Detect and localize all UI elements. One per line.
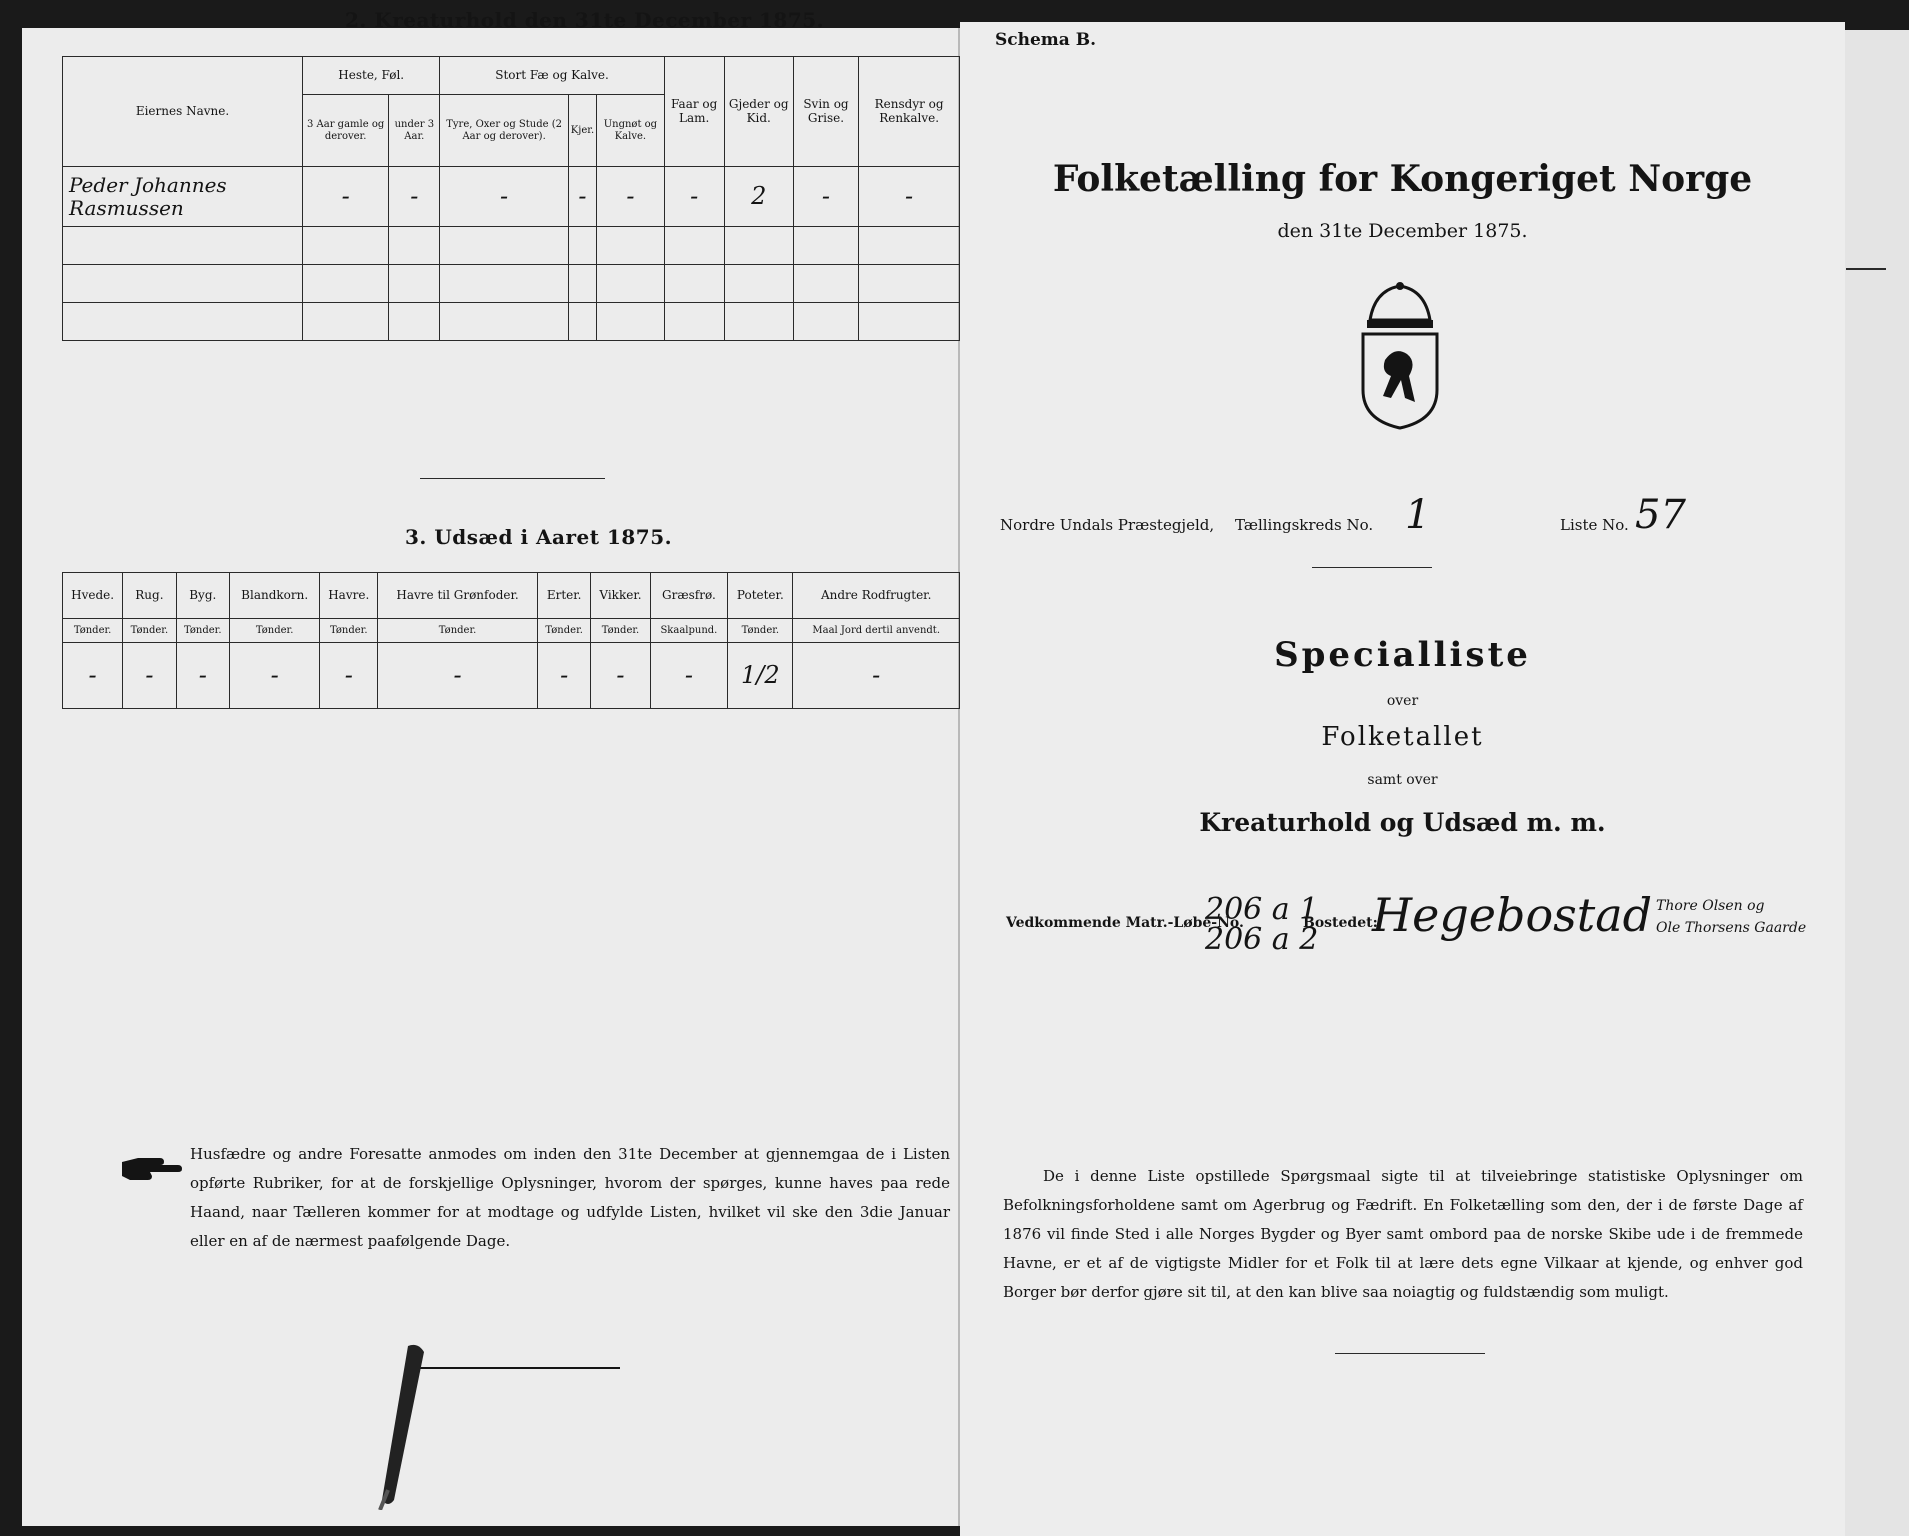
kreds-label: Tællingskreds No. [1235, 516, 1374, 534]
kjer-header: Kjer. [568, 95, 596, 167]
udsaed-unit-4: Tønder. [320, 619, 378, 643]
udsaed-header-0: Hvede. [63, 573, 123, 619]
specialliste-heading: Specialliste [1274, 635, 1531, 675]
page-subtitle: den 31te December 1875. [1277, 220, 1528, 242]
ungnot-header: Ungnøt og Kalve. [597, 95, 665, 167]
udsaed-header-5: Havre til Grønfoder. [378, 573, 538, 619]
udsaed-value-3: - [229, 643, 319, 709]
notice-text: Husfædre og andre Foresatte anmodes om inden den 31te December at gjennemgaa de i Listen opførte Rubriker, for at de forskjellige Oplysninger, hvorom der spørges, kunne haves paa rede Haand, naar Tælleren kommer for at modtage og udfylde Listen, hvilket vil ske den 3die Januar eller en af de nærmest paafølgende Dage. [190, 1145, 950, 1250]
tyre-cell: - [440, 167, 568, 227]
udsaed-header-1: Rug. [123, 573, 176, 619]
udsaed-header-9: Poteter. [728, 573, 793, 619]
udsaed-header-3: Blandkorn. [229, 573, 319, 619]
udsaed-value-10: - [793, 643, 960, 709]
udsaed-header-8: Græsfrø. [650, 573, 728, 619]
faar-cell: - [664, 167, 724, 227]
samt-over-text: samt over [1367, 772, 1438, 788]
svin-cell: - [793, 167, 858, 227]
schema-label: Schema B. [995, 30, 1097, 50]
udsaed-header-10: Andre Rodfrugter. [793, 573, 960, 619]
parish-label: Nordre Undals Præstegjeld, [1000, 516, 1215, 534]
matr-values [1205, 892, 1319, 957]
udsaed-unit-1: Tønder. [123, 619, 176, 643]
bosted-note [1656, 895, 1806, 939]
heste-old-cell: - [303, 167, 389, 227]
udsaed-unit-2: Tønder. [176, 619, 229, 643]
heste-old-header: 3 Aar gamle og derover. [303, 95, 389, 167]
heste-header: Heste, Føl. [303, 57, 440, 95]
udsaed-value-1: - [123, 643, 176, 709]
owner-header: Eiernes Navne. [63, 57, 303, 167]
udsaed-header-7: Vikker. [591, 573, 650, 619]
heste-young-header: under 3 Aar. [389, 95, 440, 167]
pen-icon [370, 1340, 630, 1510]
divider [1335, 1353, 1485, 1354]
folketallet-heading: Folketallet [1321, 722, 1484, 752]
page-edge-line [1846, 268, 1886, 270]
over-text: over [1386, 693, 1419, 709]
udsaed-header-4: Havre. [320, 573, 378, 619]
udsaed-unit-8: Skaalpund. [650, 619, 728, 643]
kreaturhold-heading: Kreaturhold og Udsæd m. m. [1199, 808, 1606, 837]
bosted-value: Hegebostad [1372, 888, 1653, 942]
norway-coat-of-arms-icon [1345, 280, 1455, 430]
faar-header: Faar og Lam. [664, 57, 724, 167]
udsaed-value-9: 1/2 [728, 643, 793, 709]
matr-label: Vedkommende Matr.-Løbe-No. [1006, 915, 1244, 931]
kreds-value: 1 [1405, 492, 1431, 538]
owner-cell: Peder Johannes Rasmussen [63, 167, 303, 227]
section-3-title: 3. Udsæd i Aaret 1875. [405, 525, 673, 549]
udsaed-unit-9: Tønder. [728, 619, 793, 643]
ungnot-cell: - [597, 167, 665, 227]
svin-header: Svin og Grise. [793, 57, 858, 167]
rensdyr-cell: - [859, 167, 960, 227]
gjeder-cell: 2 [724, 167, 793, 227]
bosted-label: Bostedet: [1303, 915, 1378, 931]
udsaed-value-0: - [63, 643, 123, 709]
page-title: Folketælling for Kongeriget Norge [1052, 158, 1753, 200]
next-page-edge [1845, 30, 1909, 1536]
pointing-hand-icon [120, 1150, 182, 1184]
udsaed-header-2: Byg. [176, 573, 229, 619]
udsaed-header-6: Erter. [537, 573, 590, 619]
udsaed-value-5: - [378, 643, 538, 709]
udsaed-table [62, 572, 960, 709]
liste-value: 57 [1635, 492, 1686, 538]
udsaed-unit-10: Maal Jord dertil anvendt. [793, 619, 960, 643]
liste-label: Liste No. [1560, 516, 1629, 534]
matr-value-1: 206 a 1 [1205, 892, 1319, 927]
udsaed-unit-3: Tønder. [229, 619, 319, 643]
kjer-cell: - [568, 167, 596, 227]
udsaed-value-6: - [537, 643, 590, 709]
intro-text: De i denne Liste opstillede Spørgsmaal sigte til at tilveiebringe statistiske Oplysninger om Befolkningsforholdene samt om Agerbrug og Fædrift. En Folketælling som den, der i de første Dage af 1876 vil finde Sted i alle Norges Bygder og Byer samt ombord paa de norske Skibe ude i de fremmede Havne, er et af de vigtigste Midler for et Folk til at lære dets egne Vilkaar at kjende, og enhver god Borger bør derfor gjøre sit til, at den kan blive saa noiagtig og fuldstændig som muligt. [1003, 1167, 1803, 1301]
heste-young-cell: - [389, 167, 440, 227]
kreaturhold-table [62, 56, 960, 341]
table-row [63, 227, 960, 265]
table-row [63, 265, 960, 303]
divider [1312, 567, 1432, 568]
udsaed-unit-6: Tønder. [537, 619, 590, 643]
udsaed-value-8: - [650, 643, 728, 709]
bosted-note-line-1: Thore Olsen og [1656, 898, 1765, 914]
udsaed-value-2: - [176, 643, 229, 709]
gjeder-header: Gjeder og Kid. [724, 57, 793, 167]
stort-fae-header: Stort Fæ og Kalve. [440, 57, 664, 95]
matr-value-2: 206 a 2 [1205, 922, 1319, 957]
bosted-note-line-2: Ole Thorsens Gaarde [1656, 920, 1807, 936]
udsaed-unit-7: Tønder. [591, 619, 650, 643]
tyre-header: Tyre, Oxer og Stude (2 Aar og derover). [440, 95, 568, 167]
rensdyr-header: Rensdyr og Renkalve. [859, 57, 960, 167]
section-2-title: 2. Kreaturhold den 31te December 1875. [345, 8, 825, 32]
udsaed-value-7: - [591, 643, 650, 709]
table-row [63, 303, 960, 341]
udsaed-unit-5: Tønder. [378, 619, 538, 643]
udsaed-unit-0: Tønder. [63, 619, 123, 643]
divider [420, 478, 605, 479]
udsaed-value-4: - [320, 643, 378, 709]
